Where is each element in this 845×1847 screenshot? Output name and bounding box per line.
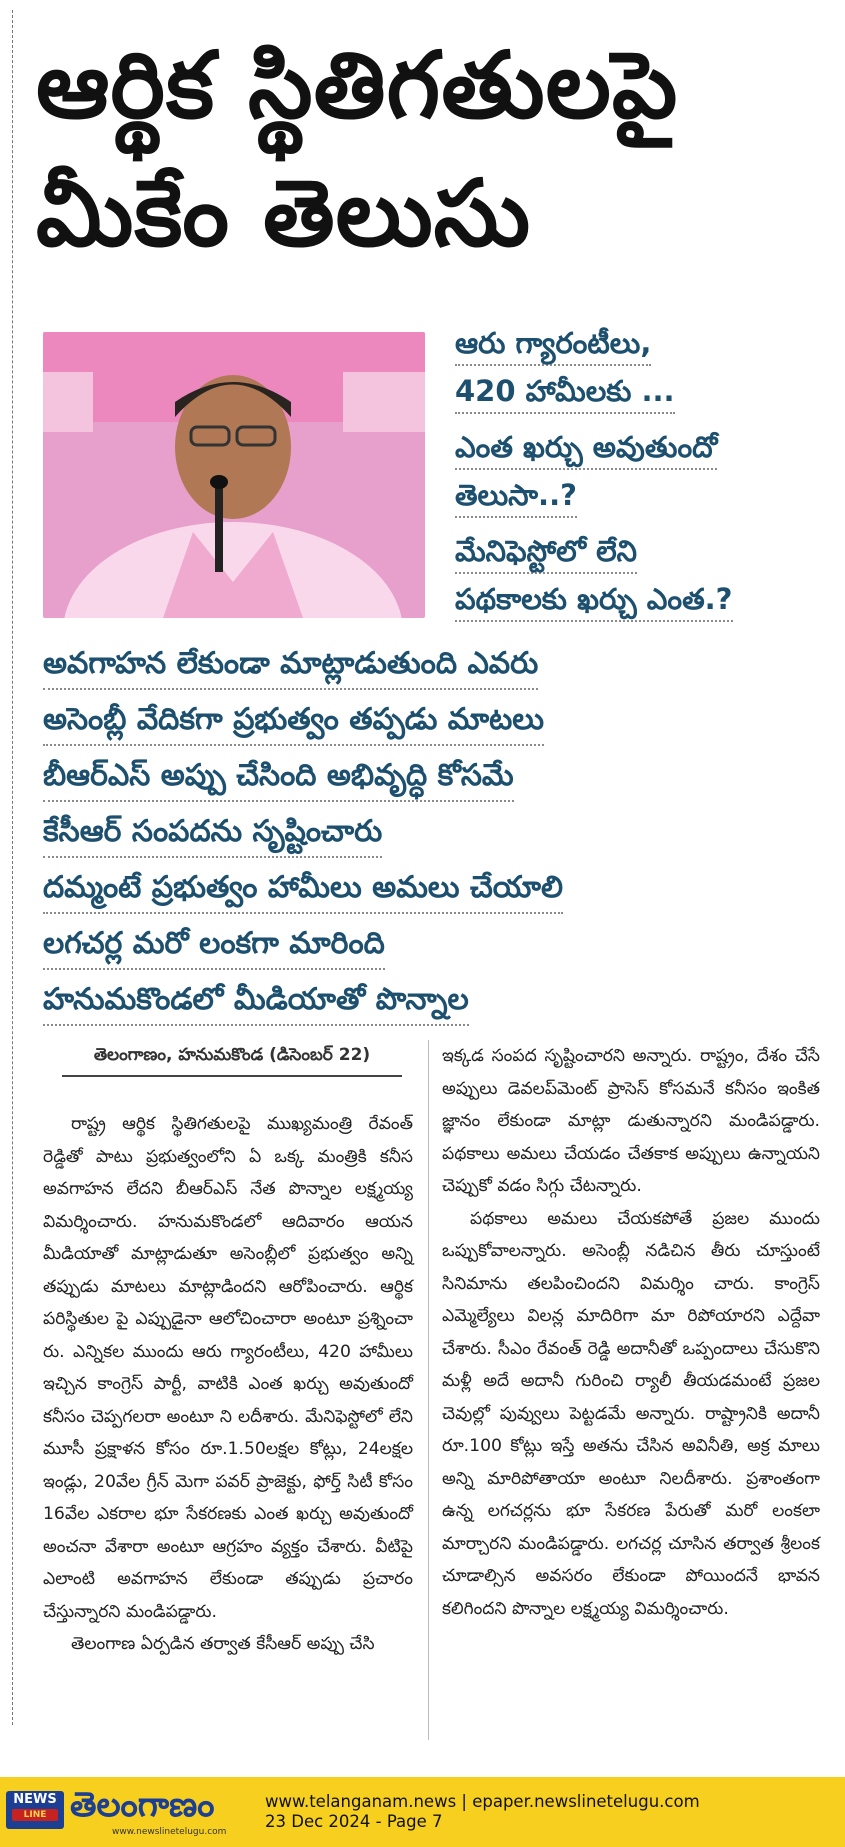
telanganam-logo[interactable]: తెలంగాణం (70, 1785, 215, 1825)
body-paragraph: పథకాలు అమలు చేయకపోతే ప్రజల ముందు ఒప్పుకోవాలన్నారు. అసెంబ్లీ నడిచిన తీరు చూస్తుంటే సినిమాను తలపించిందని విమర్శిం చారు. కాంగ్రెస్ ఎమ్మెల్యేలు విలన్ల మాదిరిగా మా రిపోయారని ఎద్దేవా చేశారు. సీఎం రేవంత్ రెడ్డి అదానీతో ఒప్పందాలు చేసుకొని మళ్లీ అదే అదానీ గురించి ర్యాలీ తీయడమంటే ప్రజల చెవుల్లో పువ్వులు పెట్టడమే అన్నారు. రాష్ట్రానికి అదానీ రూ.100 కోట్లు ఇస్తే అతను చేసిన అవినీతి, అక్ర మాలు అన్ని మారిపోతాయా అంటూ నిలదీశారు. ప్రశాంతంగా ఉన్న లగచర్లను భూ సేకరణ పేరుతో మరో లంకలా మార్చారని మండిపడ్డారు. లగచర్ల చూసిన తర్వాత శ్రీలంక చూడాల్సిన అవసరం లేకుండా పోయిందనే భావన కలిగిందని పొన్నాల లక్ష్మయ్య విమర్శించారు. (442, 1208, 820, 1619)
dateline: తెలంగాణం, హనుమకొండ (డిసెంబర్ 22) (62, 1045, 402, 1077)
headline (36, 22, 826, 278)
logo-line-text: LINE (12, 1809, 58, 1821)
kickers (455, 322, 815, 634)
body-column-left (43, 1108, 413, 1661)
subhead: లగచర్ల మరో లంకగా మారింది (43, 920, 385, 970)
logo-url[interactable]: www.newslinetelugu.com (112, 1827, 227, 1837)
body-paragraph: రాష్ట్ర ఆర్థిక స్థితిగతులపై ముఖ్యమంత్రి రేవంత్ రెడ్డితో పాటు ప్రభుత్వంలోని ఏ ఒక్క మంత్రికి కనీస అవగాహన లేదని బీఆర్ఎస్ నేత పొన్నాల లక్ష్మయ్య విమర్శించారు. హనుమకొండలో ఆదివారం ఆయన మీడియాతో మాట్లాడుతూ అసెంబ్లీలో ప్రభుత్వం అన్ని తప్పుడు మాటలు మాట్లాడిందని ఆరోపించారు. ఆర్థిక పరిస్థితుల పై ఎప్పుడైనా ఆలోచించారా అంటూ ప్రశ్నించా రు. ఎన్నికల ముందు ఆరు గ్యారంటీలు, 420 హామీలు ఇచ్చిన కాంగ్రెస్ పార్టీ, వాటికి ఎంత ఖర్చు అవుతుందో కనీసం చెప్పగలరా అంటూ ని లదీశారు. మేనిఫెస్టోలో లేని మూసీ ప్రక్షాళన కోసం రూ.1.50లక్షల కోట్లు, 24లక్షల ఇండ్లు, 20వేల గ్రీన్ మెగా పవర్ ప్రాజెక్టు, ఫోర్త్ సిటీ కోసం 16వేల ఎకరాల భూ సేకరణకు ఎంత ఖర్చు అవుతుందో అంచనా వేశారా అంటూ ఆగ్రహం వ్యక్తం చేశారు. వీటిపై ఎలాంటి అవగాహన లేకుండా తప్పుడు ప్రచారం చేస్తున్నారని మండిపడ్డారు. (43, 1114, 413, 1622)
kicker-line: తెలుసా..? (455, 474, 577, 518)
footer-bar (0, 1777, 845, 1847)
headline-line-1: ఆర్థిక స్థితిగతులపై (36, 32, 679, 139)
headline-line-2: మీకేం తెలుసు (36, 160, 532, 267)
subheads (43, 640, 823, 1032)
body-paragraph: తెలంగాణ ఏర్పడిన తర్వాత కేసీఆర్ అప్పు చేసి (71, 1634, 375, 1654)
newsline-logo[interactable] (6, 1791, 64, 1829)
subhead: అవగాహన లేకుండా మాట్లాడుతుంది ఎవరు (43, 640, 538, 690)
body-column-right (442, 1040, 820, 1625)
subhead: అసెంబ్లీ వేదికగా ప్రభుత్వం తప్పడు మాటలు (43, 696, 544, 746)
kicker-group-3 (455, 530, 815, 626)
footer-sites[interactable]: www.telanganam.news | epaper.newslinetelugu.com (265, 1792, 700, 1811)
subhead: కేసీఆర్ సంపదను సృష్టించారు (43, 808, 382, 858)
footer-info (265, 1792, 700, 1832)
kicker-line: పథకాలకు ఖర్చు ఎంత.? (455, 578, 733, 622)
kicker-line: 420 హామీలకు ... (455, 370, 675, 414)
kicker-line: మేనిఫెస్టోలో లేని (455, 530, 637, 574)
footer-date-page: 23 Dec 2024 - Page 7 (265, 1812, 443, 1831)
kicker-group-1 (455, 322, 815, 418)
subhead: హనుమకొండలో మీడియాతో పొన్నాల (43, 976, 469, 1026)
kicker-group-2 (455, 426, 815, 522)
subhead: బీఆర్ఎస్ అప్పు చేసింది అభివృద్ధి కోసమే (43, 752, 514, 802)
kicker-line: ఎంత ఖర్చు అవుతుందో (455, 426, 717, 470)
subhead: దమ్మంటే ప్రభుత్వం హామీలు అమలు చేయాలి (43, 864, 563, 914)
left-column-rule (12, 10, 13, 1725)
column-divider (428, 1040, 429, 1740)
kicker-line: ఆరు గ్యారంటీలు, (455, 322, 651, 366)
body-paragraph: ఇక్కడ సంపద సృష్టించారని అన్నారు. రాష్ట్రం, దేశం చేసే అప్పులు డెవలప్‌మెంట్ ప్రాసెస్ కోసమనే కనీసం ఇంకిత జ్ఞానం లేకుండా మాట్లా డుతున్నారని మండిపడ్డారు. పథకాలు అమలు చేయడం చేతకాక అప్పులు ఉన్నాయని చెప్పుకో వడం సిగ్గు చేటన్నారు. (442, 1046, 820, 1196)
politician-photo (43, 332, 425, 618)
logo-news-text: NEWS (13, 1792, 57, 1807)
